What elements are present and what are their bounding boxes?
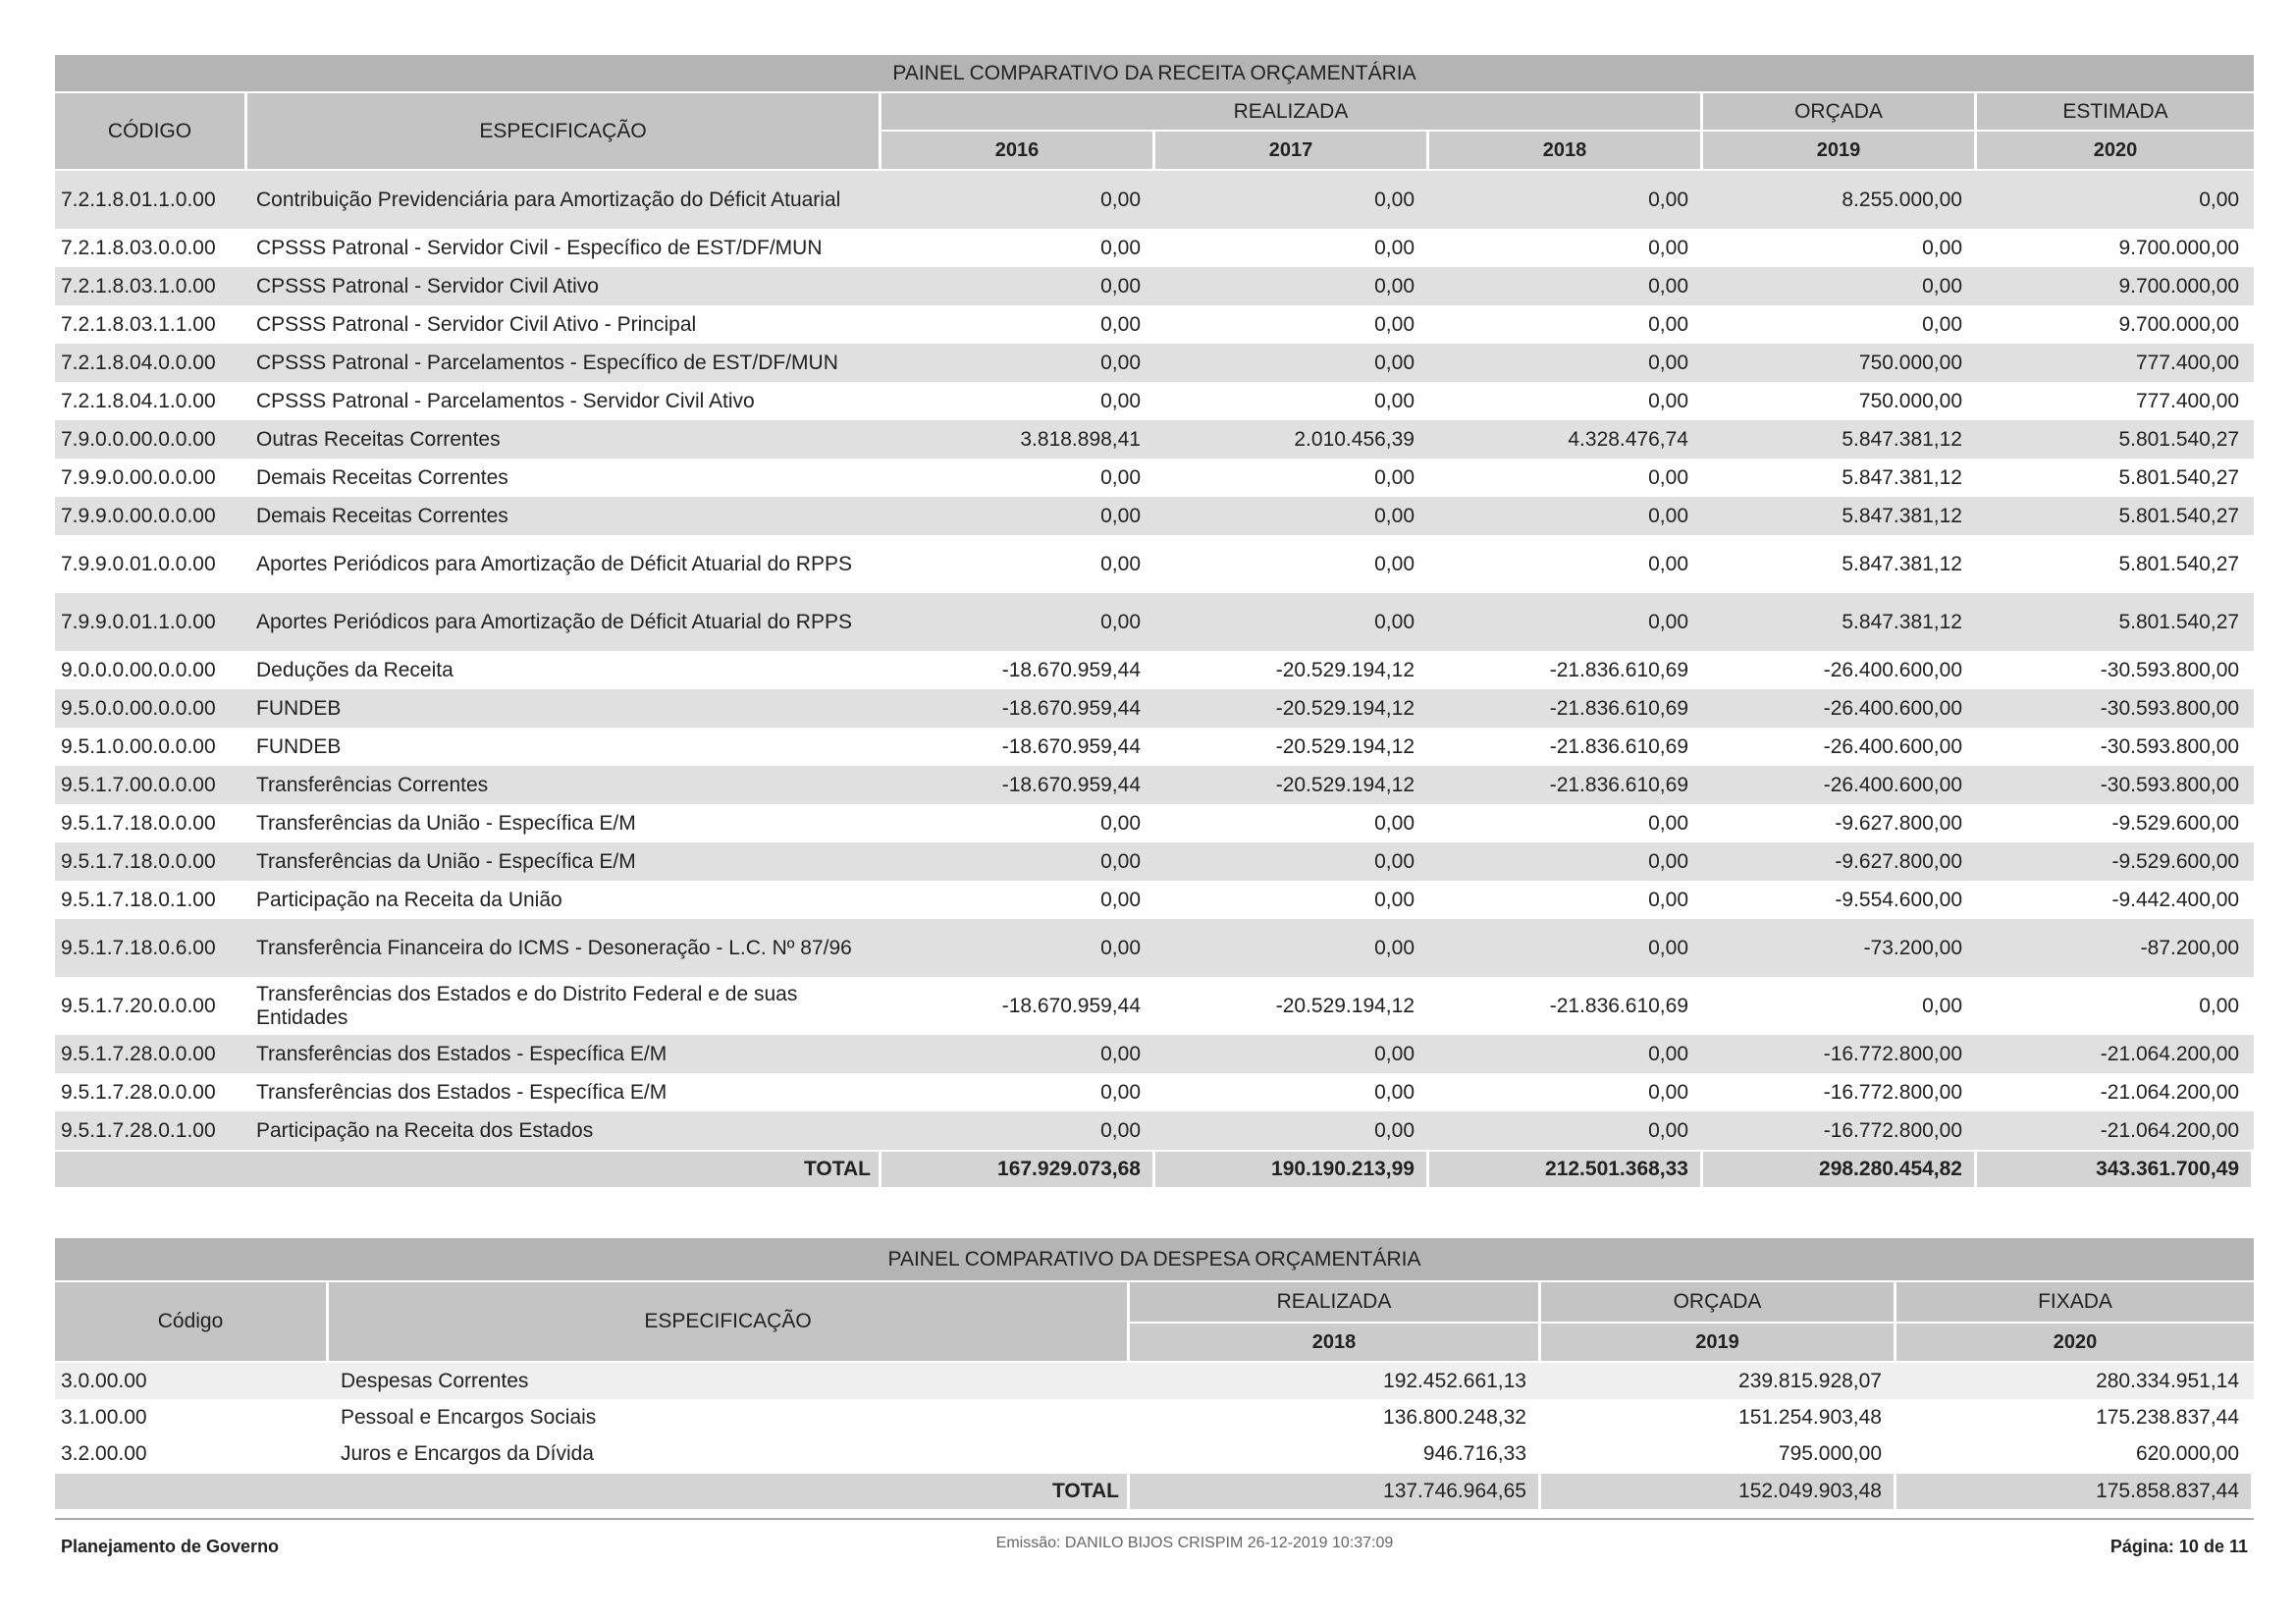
receita-total-2020: 343.361.700,49	[1977, 1150, 2254, 1187]
row-value-2018: 0,00	[1429, 382, 1703, 420]
table-row	[55, 919, 2254, 977]
col-year-2020: 2020	[1977, 132, 2254, 171]
table-row	[55, 1399, 2254, 1435]
row-value-2019: -26.400.600,00	[1703, 728, 1977, 766]
row-code: 7.9.9.0.01.0.0.00	[55, 535, 247, 593]
row-value-2016: -18.670.959,44	[881, 766, 1155, 804]
row-value-2016: 0,00	[881, 804, 1155, 842]
table-row	[55, 535, 2254, 593]
table-row	[55, 1435, 2254, 1472]
row-specification: FUNDEB	[247, 728, 881, 766]
row-value-2016: 0,00	[881, 842, 1155, 881]
table-row	[55, 459, 2254, 497]
row-code: 7.2.1.8.04.0.0.00	[55, 344, 247, 382]
row-value-2017: 0,00	[1155, 267, 1429, 305]
row-value-2016: -18.670.959,44	[881, 689, 1155, 728]
row-value-2020: -9.529.600,00	[1977, 842, 2254, 881]
row-value-2018: 0,00	[1429, 267, 1703, 305]
receita-total-2019: 298.280.454,82	[1703, 1150, 1977, 1187]
row-code: 7.9.9.0.00.0.0.00	[55, 459, 247, 497]
row-value-2019: 750.000,00	[1703, 382, 1977, 420]
row-value-2020: 5.801.540,27	[1977, 420, 2254, 459]
row-code: 9.5.1.7.28.0.0.00	[55, 1035, 247, 1073]
row-code: 9.5.1.7.28.0.0.00	[55, 1073, 247, 1111]
row-value-2017: 0,00	[1155, 497, 1429, 535]
row-value-2019: -26.400.600,00	[1703, 766, 1977, 804]
despesa-total-label: TOTAL	[55, 1472, 1130, 1509]
row-code: 9.5.1.7.20.0.0.00	[55, 977, 247, 1035]
row-value-2017: -20.529.194,12	[1155, 977, 1429, 1035]
row-value-2019: -16.772.800,00	[1703, 1111, 1977, 1150]
row-value-2018: 0,00	[1429, 919, 1703, 977]
row-code: 9.5.1.7.28.0.1.00	[55, 1111, 247, 1150]
row-value-2020: -30.593.800,00	[1977, 689, 2254, 728]
row-specification: Transferências Correntes	[247, 766, 881, 804]
row-value-2020: 5.801.540,27	[1977, 535, 2254, 593]
despesa-body	[55, 1363, 2254, 1472]
col-group-orcada: ORÇADA	[1703, 93, 1977, 132]
row-specification: Outras Receitas Correntes	[247, 420, 881, 459]
row-value-2017: 0,00	[1155, 229, 1429, 267]
col-year-2019: 2019	[1703, 132, 1977, 171]
row-value-2020: -9.529.600,00	[1977, 804, 2254, 842]
row-specification: Transferência Financeira do ICMS - Desoneração - L.C. Nº 87/96	[247, 919, 881, 977]
row-value-2019: 239.815.928,07	[1541, 1363, 1896, 1399]
row-specification: CPSSS Patronal - Parcelamentos - Servidor Civil Ativo	[247, 382, 881, 420]
col-group-estimada: ESTIMADA	[1977, 93, 2254, 132]
table-row	[55, 1111, 2254, 1150]
row-value-2020: -30.593.800,00	[1977, 728, 2254, 766]
table-row	[55, 1363, 2254, 1399]
table-row	[55, 171, 2254, 229]
col-year-2017: 2017	[1155, 132, 1429, 171]
row-value-2017: -20.529.194,12	[1155, 728, 1429, 766]
row-value-2017: 0,00	[1155, 804, 1429, 842]
row-value-2017: 0,00	[1155, 171, 1429, 229]
receita-table	[55, 55, 2254, 1187]
row-specification: Aportes Periódicos para Amortização de Déficit Atuarial do RPPS	[247, 593, 881, 651]
report-page	[55, 55, 2254, 1509]
row-code: 7.9.9.0.01.1.0.00	[55, 593, 247, 651]
row-value-2020: -87.200,00	[1977, 919, 2254, 977]
row-specification: Participação na Receita da União	[247, 881, 881, 919]
row-value-2017: 0,00	[1155, 919, 1429, 977]
row-value-2018: 0,00	[1429, 804, 1703, 842]
footer-org: Planejamento de Governo	[61, 1536, 280, 1556]
row-value-2016: 0,00	[881, 1111, 1155, 1150]
row-value-2020: -9.442.400,00	[1977, 881, 2254, 919]
row-value-2019: 5.847.381,12	[1703, 535, 1977, 593]
row-code: 9.0.0.0.00.0.0.00	[55, 651, 247, 689]
table-row	[55, 305, 2254, 344]
row-code: 9.5.1.7.18.0.1.00	[55, 881, 247, 919]
receita-body	[55, 171, 2254, 1150]
row-value-2016: 0,00	[881, 919, 1155, 977]
row-code: 7.2.1.8.03.1.1.00	[55, 305, 247, 344]
row-specification: CPSSS Patronal - Servidor Civil Ativo - Principal	[247, 305, 881, 344]
row-value-2019: 151.254.903,48	[1541, 1399, 1896, 1435]
row-value-2017: -20.529.194,12	[1155, 651, 1429, 689]
row-value-2018: 0,00	[1429, 305, 1703, 344]
row-value-2017: 0,00	[1155, 842, 1429, 881]
row-value-2016: -18.670.959,44	[881, 728, 1155, 766]
row-value-2018: 0,00	[1429, 593, 1703, 651]
row-value-2016: -18.670.959,44	[881, 651, 1155, 689]
table-row	[55, 1073, 2254, 1111]
row-code: 7.9.0.0.00.0.0.00	[55, 420, 247, 459]
row-value-2016: 0,00	[881, 229, 1155, 267]
row-value-2017: 0,00	[1155, 881, 1429, 919]
table-row	[55, 651, 2254, 689]
row-value-2020: 620.000,00	[1896, 1435, 2254, 1472]
row-specification: Despesas Correntes	[329, 1363, 1130, 1399]
table-row	[55, 229, 2254, 267]
desp-col-year-2020: 2020	[1896, 1324, 2254, 1363]
row-value-2018: 0,00	[1429, 881, 1703, 919]
row-value-2017: 2.010.456,39	[1155, 420, 1429, 459]
desp-col-group-realizada: REALIZADA	[1130, 1282, 1541, 1324]
row-code: 9.5.1.7.18.0.0.00	[55, 842, 247, 881]
row-value-2017: 0,00	[1155, 593, 1429, 651]
row-value-2020: 9.700.000,00	[1977, 229, 2254, 267]
desp-col-group-fixada: FIXADA	[1896, 1282, 2254, 1324]
row-value-2020: 5.801.540,27	[1977, 593, 2254, 651]
table-row	[55, 689, 2254, 728]
row-value-2019: -16.772.800,00	[1703, 1035, 1977, 1073]
row-value-2018: 0,00	[1429, 1111, 1703, 1150]
row-value-2018: 4.328.476,74	[1429, 420, 1703, 459]
row-value-2016: 0,00	[881, 1073, 1155, 1111]
row-value-2018: -21.836.610,69	[1429, 689, 1703, 728]
row-code: 7.9.9.0.00.0.0.00	[55, 497, 247, 535]
row-value-2016: 0,00	[881, 535, 1155, 593]
row-specification: Juros e Encargos da Dívida	[329, 1435, 1130, 1472]
receita-total-2016: 167.929.073,68	[881, 1150, 1155, 1187]
table-row	[55, 881, 2254, 919]
row-value-2018: 136.800.248,32	[1130, 1399, 1541, 1435]
row-code: 9.5.1.7.18.0.0.00	[55, 804, 247, 842]
row-value-2018: -21.836.610,69	[1429, 977, 1703, 1035]
row-value-2016: 0,00	[881, 305, 1155, 344]
row-specification: Transferências da União - Específica E/M	[247, 804, 881, 842]
desp-col-year-2019: 2019	[1541, 1324, 1896, 1363]
row-value-2016: -18.670.959,44	[881, 977, 1155, 1035]
row-value-2019: 5.847.381,12	[1703, 593, 1977, 651]
col-group-realizada: REALIZADA	[881, 93, 1703, 132]
table-row	[55, 1035, 2254, 1073]
row-value-2020: -21.064.200,00	[1977, 1111, 2254, 1150]
footer-emission: Emissão: DANILO BIJOS CRISPIM 26-12-2019 10:37:09	[995, 1535, 1394, 1551]
row-value-2019: -9.627.800,00	[1703, 842, 1977, 881]
row-specification: Participação na Receita dos Estados	[247, 1111, 881, 1150]
row-value-2018: 0,00	[1429, 1073, 1703, 1111]
row-specification: CPSSS Patronal - Parcelamentos - Específico de EST/DF/MUN	[247, 344, 881, 382]
row-value-2018: 192.452.661,13	[1130, 1363, 1541, 1399]
footer-page-number: Página: 10 de 11	[2109, 1536, 2248, 1556]
desp-col-especificacao: ESPECIFICAÇÃO	[329, 1282, 1130, 1363]
table-row	[55, 267, 2254, 305]
row-value-2020: 0,00	[1977, 171, 2254, 229]
table-row	[55, 497, 2254, 535]
table-row	[55, 344, 2254, 382]
despesa-total-row	[55, 1472, 2254, 1509]
row-value-2020: 5.801.540,27	[1977, 459, 2254, 497]
row-value-2016: 3.818.898,41	[881, 420, 1155, 459]
row-specification: Pessoal e Encargos Sociais	[329, 1399, 1130, 1435]
row-value-2017: 0,00	[1155, 459, 1429, 497]
row-value-2019: 750.000,00	[1703, 344, 1977, 382]
row-value-2019: -9.554.600,00	[1703, 881, 1977, 919]
row-value-2018: -21.836.610,69	[1429, 651, 1703, 689]
row-value-2020: 5.801.540,27	[1977, 497, 2254, 535]
row-code: 7.2.1.8.03.1.0.00	[55, 267, 247, 305]
row-value-2019: -9.627.800,00	[1703, 804, 1977, 842]
row-value-2020: 280.334.951,14	[1896, 1363, 2254, 1399]
row-value-2018: 0,00	[1429, 229, 1703, 267]
table-row	[55, 842, 2254, 881]
row-code: 7.2.1.8.03.0.0.00	[55, 229, 247, 267]
row-value-2019: -16.772.800,00	[1703, 1073, 1977, 1111]
despesa-total-2020: 175.858.837,44	[1896, 1472, 2254, 1509]
row-value-2017: 0,00	[1155, 382, 1429, 420]
desp-col-codigo: Código	[55, 1282, 329, 1363]
table-row	[55, 728, 2254, 766]
despesa-total-2018: 137.746.964,65	[1130, 1472, 1541, 1509]
row-value-2019: 795.000,00	[1541, 1435, 1896, 1472]
row-value-2020: -21.064.200,00	[1977, 1073, 2254, 1111]
row-value-2017: 0,00	[1155, 1073, 1429, 1111]
row-value-2018: -21.836.610,69	[1429, 766, 1703, 804]
row-value-2019: 5.847.381,12	[1703, 497, 1977, 535]
despesa-table	[55, 1238, 2254, 1509]
row-code: 9.5.1.0.00.0.0.00	[55, 728, 247, 766]
receita-total-2018: 212.501.368,33	[1429, 1150, 1703, 1187]
table-row	[55, 593, 2254, 651]
row-specification: Transferências dos Estados e do Distrito Federal e de suas Entidades	[247, 977, 881, 1035]
row-value-2018: 0,00	[1429, 459, 1703, 497]
row-code: 3.0.00.00	[55, 1363, 329, 1399]
desp-col-year-2018: 2018	[1130, 1324, 1541, 1363]
row-value-2017: 0,00	[1155, 344, 1429, 382]
table-row	[55, 420, 2254, 459]
row-value-2017: -20.529.194,12	[1155, 766, 1429, 804]
row-value-2019: 5.847.381,12	[1703, 420, 1977, 459]
row-value-2020: 175.238.837,44	[1896, 1399, 2254, 1435]
row-value-2017: 0,00	[1155, 1035, 1429, 1073]
row-specification: Contribuição Previdenciária para Amortização do Déficit Atuarial	[247, 171, 881, 229]
row-value-2019: -26.400.600,00	[1703, 689, 1977, 728]
receita-title: PAINEL COMPARATIVO DA RECEITA ORÇAMENTÁRIA	[55, 55, 2254, 93]
row-specification: CPSSS Patronal - Servidor Civil Ativo	[247, 267, 881, 305]
row-value-2016: 0,00	[881, 881, 1155, 919]
row-code: 3.2.00.00	[55, 1435, 329, 1472]
row-value-2020: 9.700.000,00	[1977, 267, 2254, 305]
row-value-2018: 0,00	[1429, 171, 1703, 229]
row-value-2020: -30.593.800,00	[1977, 651, 2254, 689]
row-value-2018: 0,00	[1429, 1035, 1703, 1073]
row-value-2016: 0,00	[881, 497, 1155, 535]
row-value-2019: -26.400.600,00	[1703, 651, 1977, 689]
row-value-2017: 0,00	[1155, 1111, 1429, 1150]
row-value-2020: 777.400,00	[1977, 344, 2254, 382]
despesa-total-2019: 152.049.903,48	[1541, 1472, 1896, 1509]
row-value-2019: 0,00	[1703, 305, 1977, 344]
row-value-2019: 0,00	[1703, 229, 1977, 267]
row-specification: Transferências dos Estados - Específica E/M	[247, 1073, 881, 1111]
row-value-2017: 0,00	[1155, 535, 1429, 593]
row-specification: Aportes Periódicos para Amortização de Déficit Atuarial do RPPS	[247, 535, 881, 593]
row-specification: Transferências dos Estados - Específica E/M	[247, 1035, 881, 1073]
row-value-2016: 0,00	[881, 267, 1155, 305]
row-value-2018: 0,00	[1429, 842, 1703, 881]
row-code: 7.2.1.8.01.1.0.00	[55, 171, 247, 229]
row-value-2018: 0,00	[1429, 535, 1703, 593]
row-code: 9.5.1.7.18.0.6.00	[55, 919, 247, 977]
table-row	[55, 977, 2254, 1035]
desp-col-group-orcada: ORÇADA	[1541, 1282, 1896, 1324]
row-code: 7.2.1.8.04.1.0.00	[55, 382, 247, 420]
table-row	[55, 804, 2254, 842]
row-value-2016: 0,00	[881, 171, 1155, 229]
row-value-2020: 9.700.000,00	[1977, 305, 2254, 344]
row-code: 9.5.1.7.00.0.0.00	[55, 766, 247, 804]
row-value-2020: -30.593.800,00	[1977, 766, 2254, 804]
row-value-2019: 8.255.000,00	[1703, 171, 1977, 229]
row-value-2017: -20.529.194,12	[1155, 689, 1429, 728]
despesa-title: PAINEL COMPARATIVO DA DESPESA ORÇAMENTÁRIA	[55, 1238, 2254, 1282]
row-value-2016: 0,00	[881, 344, 1155, 382]
row-specification: Deduções da Receita	[247, 651, 881, 689]
row-code: 9.5.0.0.00.0.0.00	[55, 689, 247, 728]
row-value-2019: 0,00	[1703, 267, 1977, 305]
row-value-2016: 0,00	[881, 459, 1155, 497]
row-value-2016: 0,00	[881, 1035, 1155, 1073]
row-value-2019: 5.847.381,12	[1703, 459, 1977, 497]
table-row	[55, 766, 2254, 804]
row-code: 3.1.00.00	[55, 1399, 329, 1435]
page-footer	[55, 1518, 2254, 1555]
receita-total-label: TOTAL	[55, 1150, 881, 1187]
row-value-2018: 0,00	[1429, 344, 1703, 382]
row-value-2020: 0,00	[1977, 977, 2254, 1035]
row-value-2019: -73.200,00	[1703, 919, 1977, 977]
row-value-2017: 0,00	[1155, 305, 1429, 344]
row-value-2016: 0,00	[881, 382, 1155, 420]
row-specification: Transferências da União - Específica E/M	[247, 842, 881, 881]
receita-total-row	[55, 1150, 2254, 1187]
row-specification: FUNDEB	[247, 689, 881, 728]
row-specification: Demais Receitas Correntes	[247, 459, 881, 497]
row-value-2020: -21.064.200,00	[1977, 1035, 2254, 1073]
col-codigo: CÓDIGO	[55, 93, 247, 171]
col-year-2018: 2018	[1429, 132, 1703, 171]
row-value-2018: -21.836.610,69	[1429, 728, 1703, 766]
col-year-2016: 2016	[881, 132, 1155, 171]
row-value-2019: 0,00	[1703, 977, 1977, 1035]
row-specification: CPSSS Patronal - Servidor Civil - Específico de EST/DF/MUN	[247, 229, 881, 267]
receita-total-2017: 190.190.213,99	[1155, 1150, 1429, 1187]
table-row	[55, 382, 2254, 420]
row-value-2018: 946.716,33	[1130, 1435, 1541, 1472]
row-specification: Demais Receitas Correntes	[247, 497, 881, 535]
row-value-2020: 777.400,00	[1977, 382, 2254, 420]
row-value-2016: 0,00	[881, 593, 1155, 651]
col-especificacao: ESPECIFICAÇÃO	[247, 93, 881, 171]
row-value-2018: 0,00	[1429, 497, 1703, 535]
